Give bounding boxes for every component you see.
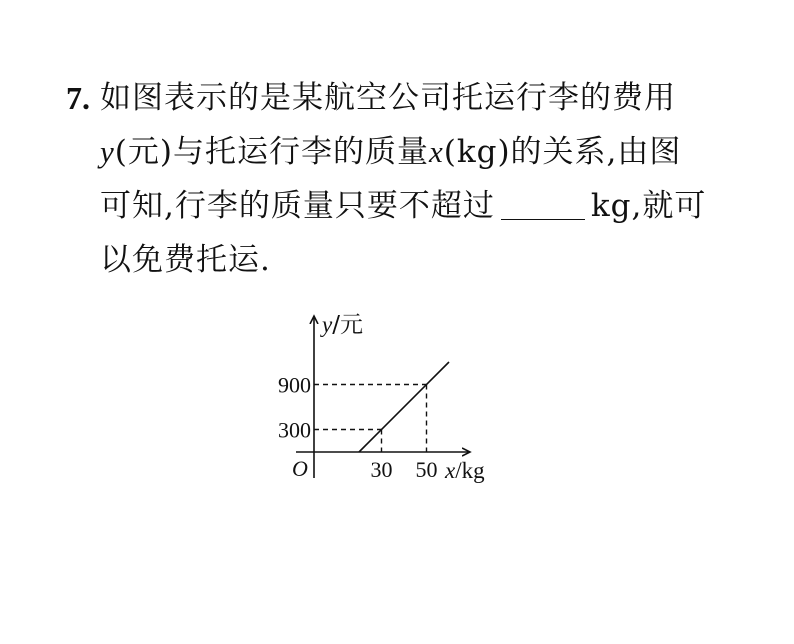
series-line: [359, 362, 449, 452]
question-line-1: 如图表示的是某航空公司托运行李的费用: [100, 80, 676, 116]
y-tick-label: 900: [278, 372, 311, 398]
x-axis-var: x: [445, 458, 456, 483]
y-axis-label: [320, 312, 363, 338]
text-segment: 可知,行李的质量只要不超过: [100, 188, 495, 224]
x-tick-label: 30: [370, 457, 393, 482]
text-segment: kg,就可: [590, 188, 707, 224]
text-segment: (元)与托运行李的质量: [114, 134, 429, 170]
y-axis-unit: /元: [332, 312, 363, 338]
x-axis-unit: /kg: [455, 458, 485, 483]
y-tick-label: 300: [278, 417, 311, 443]
text-segment: (kg)的关系,由图: [443, 134, 682, 170]
question-line-4: 以免费托运.: [100, 242, 271, 278]
y-axis-var: y: [322, 312, 333, 337]
var-y: y: [100, 134, 115, 169]
x-axis-label: [444, 458, 485, 483]
question-number: 7.: [66, 80, 90, 116]
var-x: x: [428, 134, 444, 169]
origin-label: O: [292, 456, 308, 481]
x-tick-label: 50: [415, 457, 438, 482]
